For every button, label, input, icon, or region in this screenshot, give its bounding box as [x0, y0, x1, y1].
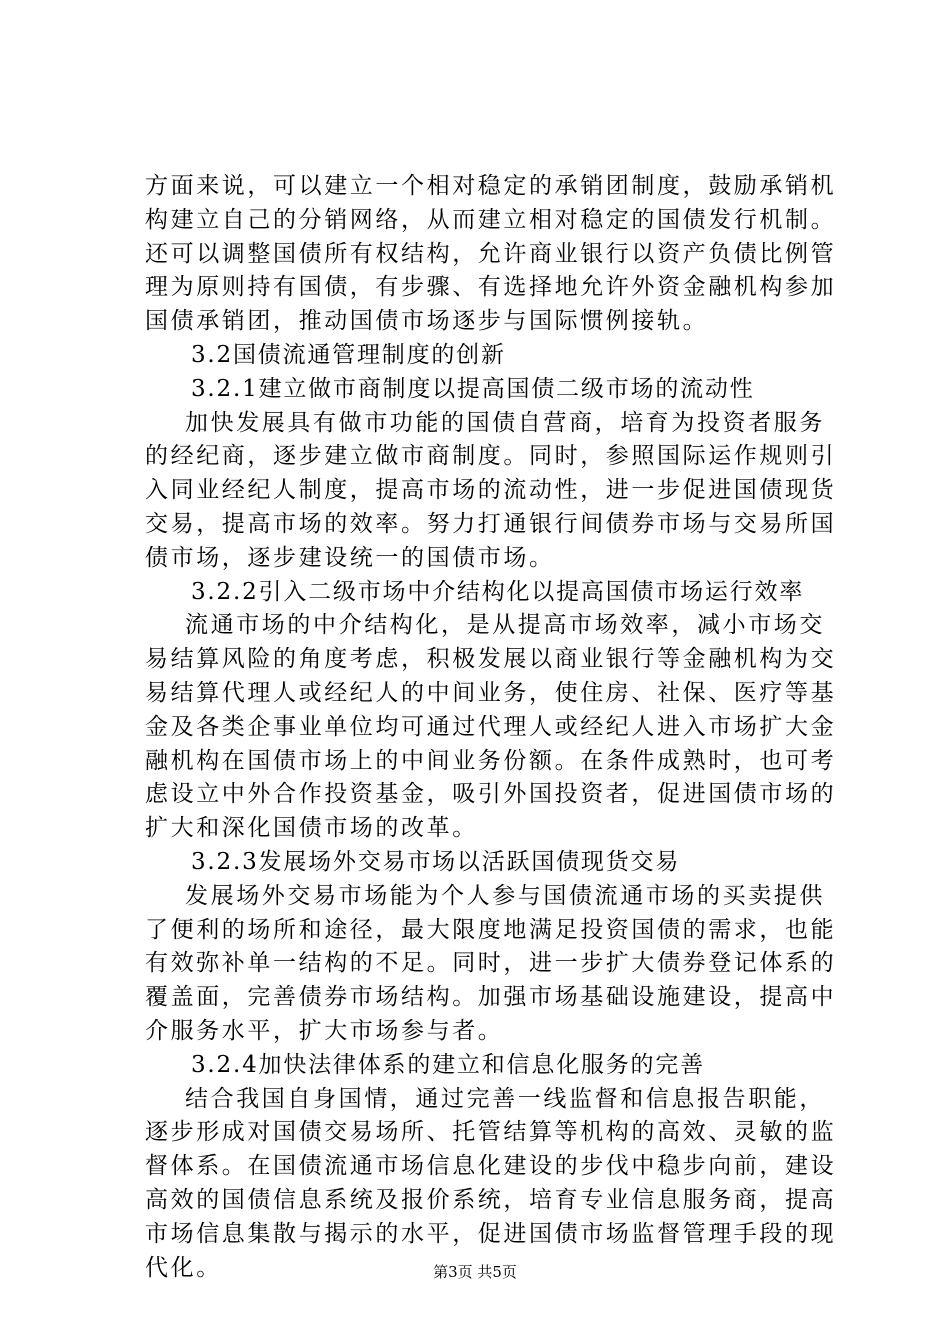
text-line: 市场信息集散与揭示的水平，促进国债市场监督管理手段的现 [145, 1220, 837, 1247]
text-line: 高效的国债信息系统及报价系统，培育专业信息服务商，提高 [145, 1186, 837, 1213]
paragraph-first-line: 发展场外交易市场能为个人参与国债流通市场的买卖提供 [185, 882, 825, 909]
text-line: 虑设立中外合作投资基金，吸引外国投资者，促进国债市场的 [145, 781, 837, 808]
text-line: 的经纪商，逐步建立做市商制度。同时，参照国际运作规则引 [145, 443, 837, 470]
text-line: 易结算风险的角度考虑，积极发展以商业银行等金融机构为交 [145, 646, 837, 673]
text-line: 还可以调整国债所有权结构，允许商业银行以资产负债比例管 [145, 240, 837, 267]
text-line: 方面来说，可以建立一个相对稳定的承销团制度，鼓励承销机 [145, 173, 837, 199]
text-line: 了便利的场所和途径，最大限度地满足投资国债的需求，也能 [145, 916, 837, 943]
section-heading: 3.2.3发展场外交易市场以活跃国债现货交易 [191, 848, 681, 875]
text-line: 融机构在国债市场上的中间业务份额。在条件成熟时，也可考 [145, 747, 837, 774]
text-line: 有效弥补单一结构的不足。同时，进一步扩大债券登记体系的 [145, 950, 837, 977]
text-line: 覆盖面，完善债券市场结构。加强市场基础设施建设，提高中 [145, 984, 837, 1011]
text-line: 易结算代理人或经纪人的中间业务，使住房、社保、医疗等基 [145, 679, 837, 706]
text-line: 金及各类企事业单位均可通过代理人或经纪人进入市场扩大金 [145, 713, 837, 740]
section-heading: 3.2.4加快法律体系的建立和信息化服务的完善 [191, 1051, 705, 1078]
text-line: 入同业经纪人制度，提高市场的流动性，进一步促进国债现货 [145, 477, 837, 504]
paragraph-first-line: 流通市场的中介结构化，是从提高市场效率，减小市场交 [185, 612, 825, 639]
text-line: 交易，提高市场的效率。努力打通银行间债券市场与交易所国 [145, 510, 837, 537]
text-line: 国债承销团，推动国债市场逐步与国际惯例接轨。 [145, 308, 709, 335]
section-heading: 3.2.1建立做市商制度以提高国债二级市场的流动性 [191, 375, 755, 402]
section-heading: 3.2国债流通管理制度的创新 [191, 341, 506, 368]
paragraph-first-line: 加快发展具有做市功能的国债自营商，培育为投资者服务 [185, 409, 825, 436]
text-line: 债市场，逐步建设统一的国债市场。 [145, 544, 555, 571]
document-body [145, 170, 837, 1285]
text-line: 理为原则持有国债，有步骤、有选择地允许外资金融机构参加 [145, 274, 837, 301]
page-number-label: 第3页 共5页 [433, 1263, 517, 1281]
text-line: 构建立自己的分销网络，从而建立相对稳定的国债发行机制。 [145, 206, 837, 233]
text-line: 逐步形成对国债交易场所、托管结算等机构的高效、灵敏的监 [145, 1119, 837, 1146]
text-line: 介服务水平，扩大市场参与者。 [145, 1017, 504, 1044]
text-line: 督体系。在国债流通市场信息化建设的步伐中稳步向前，建设 [145, 1153, 837, 1180]
section-heading: 3.2.2引入二级市场中介结构化以提高国债市场运行效率 [191, 578, 805, 605]
text-line: 代化。 [145, 1254, 222, 1281]
paragraph-first-line: 结合我国自身国情，通过完善一线监督和信息报告职能， [185, 1085, 825, 1112]
page-footer [0, 1262, 950, 1282]
text-line: 扩大和深化国债市场的改革。 [145, 815, 478, 842]
